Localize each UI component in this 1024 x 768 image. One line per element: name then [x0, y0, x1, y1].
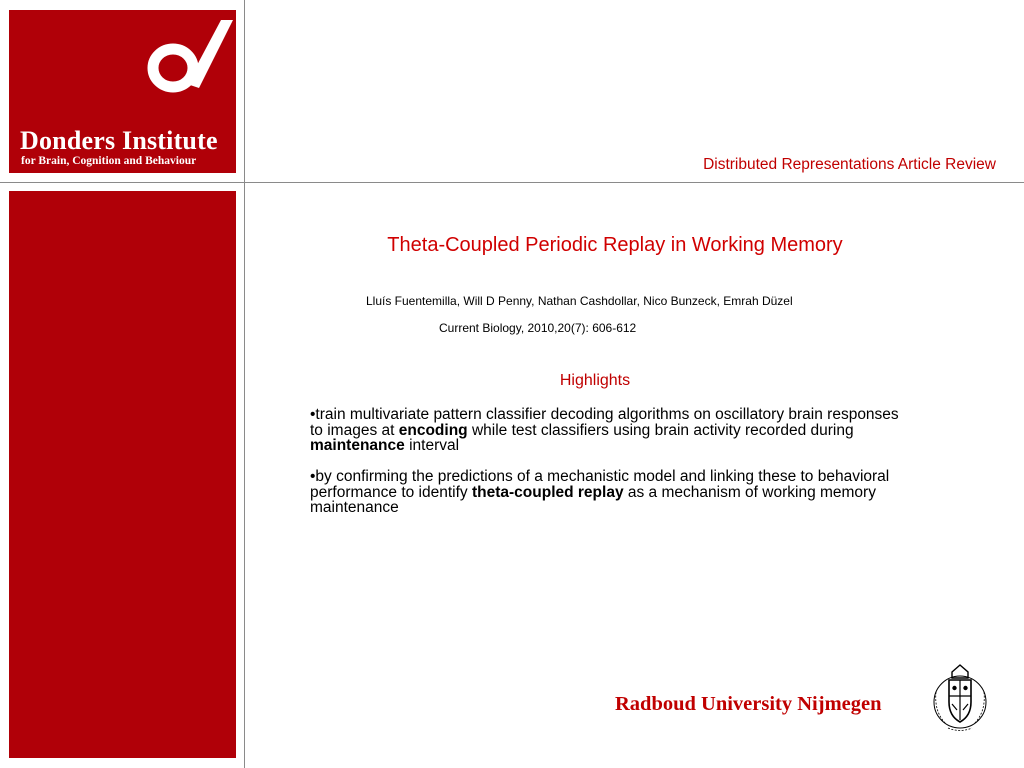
- donders-d-icon: [147, 18, 235, 94]
- horizontal-divider: [0, 182, 1024, 183]
- sidebar-block: [9, 191, 236, 758]
- highlight-text: •by confirming the predictions of a mechanistic model and linking these to behavioral performance to identify: [310, 468, 890, 501]
- article-title: Theta-Coupled Periodic Replay in Working Memory: [387, 234, 843, 256]
- highlight-emphasis: encoding: [398, 421, 468, 439]
- logo-subtitle: for Brain, Cognition and Behaviour: [21, 155, 197, 167]
- review-label: Distributed Representations Article Review: [703, 156, 996, 173]
- highlight-text: interval: [404, 437, 460, 454]
- article-authors: Lluís Fuentemilla, Will D Penny, Nathan Cashdollar, Nico Bunzeck, Emrah Düzel: [366, 294, 793, 308]
- highlight-item: [310, 469, 910, 516]
- highlight-emphasis: theta-coupled replay: [471, 483, 624, 501]
- article-citation: Current Biology, 2010,20(7): 606-612: [439, 321, 637, 335]
- highlight-item: [310, 407, 910, 454]
- logo-name: Donders Institute: [20, 126, 218, 155]
- donders-logo: [9, 10, 236, 173]
- highlight-text: while test classifiers using brain activity recorded during: [467, 421, 854, 439]
- university-name: Radboud University Nijmegen: [615, 693, 882, 715]
- university-seal-icon: [930, 662, 990, 734]
- highlight-text: •train multivariate pattern classifier decoding algorithms on oscillatory brain responses to images at: [310, 406, 899, 439]
- highlight-text: as a mechanism of working memory maintenance: [310, 483, 876, 516]
- highlights-heading: Highlights: [559, 372, 631, 389]
- highlight-emphasis: maintenance: [310, 437, 405, 454]
